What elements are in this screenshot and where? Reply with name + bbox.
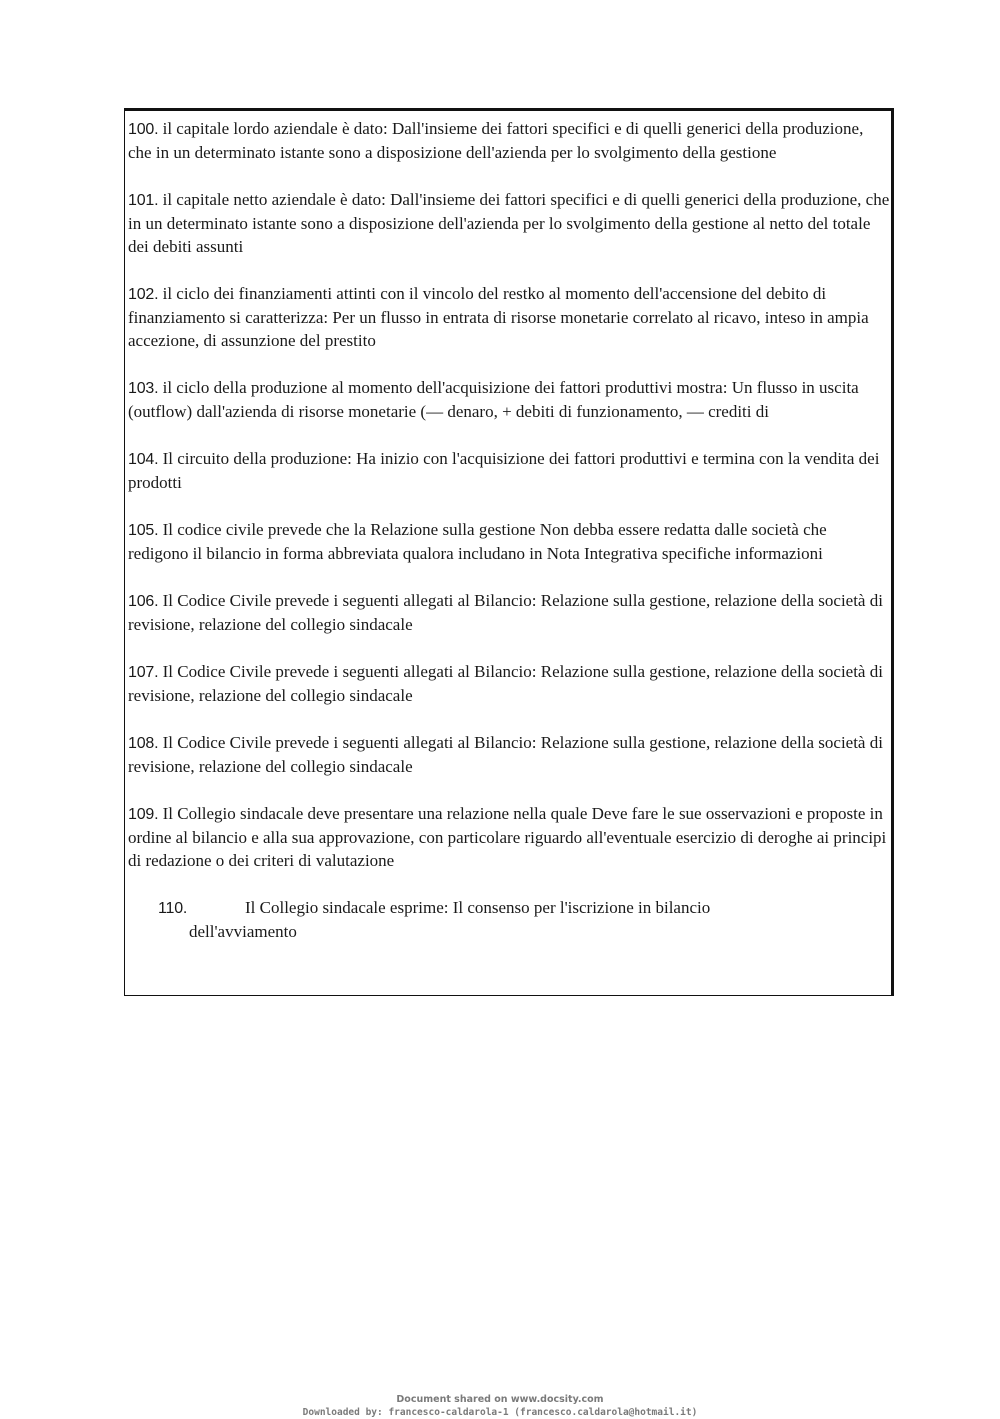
footer-shared-line: Document shared on www.docsity.com xyxy=(396,1394,604,1405)
item-number: 104. xyxy=(128,451,159,469)
item-number: 107. xyxy=(128,663,159,681)
list-item xyxy=(128,282,891,353)
item-text: Il Collegio sindacale deve presentare una relazione nella quale Deve fare le sue osservazioni e proposte in ordine al bilancio e alla sua approvazione, con particolare riguardo all'eventuale esercizio di deroghe ai principi di redazione o dei criteri di valutazione xyxy=(128,803,887,870)
list-item-last xyxy=(128,896,891,943)
list-item xyxy=(128,731,891,778)
item-text-continuation: dell'avviamento xyxy=(189,921,297,941)
item-text: il ciclo della produzione al momento dell'acquisizione dei fattori produttivi mostra: Un flusso in uscita (outflow) dall'azienda di risorse monetarie (— denaro, + debiti di funzionamento, — crediti di xyxy=(128,378,859,422)
question-list-box xyxy=(124,108,894,996)
item-text: il ciclo dei finanziamenti attinti con il vincolo del restko al momento dell'accensione del debito di finanziamento si caratterizza: Per un flusso in entrata di risorse monetarie correlato al ricavo, inteso in ampia accezione, di assunzione del prestito xyxy=(128,284,869,351)
item-text: il capitale lordo aziendale è dato: Dall'insieme dei fattori specifici e di quelli generici della produzione, che in un determinato istante sono a disposizione dell'azienda per lo svolgimento della gestione xyxy=(128,119,864,163)
item-number: 100. xyxy=(128,121,159,138)
item-number: 103. xyxy=(128,380,159,398)
item-text: Il Collegio sindacale esprime: Il consenso per l'iscrizione in bilancio xyxy=(245,897,711,917)
item-number: 109. xyxy=(128,805,159,823)
item-text: il capitale netto aziendale è dato: Dall'insieme dei fattori specifici e di quelli generici della produzione, che in un determinato istante sono a disposizione dell'azienda per lo svolgimento della gestione al netto del totale dei debiti assunti xyxy=(128,189,890,257)
item-number: 110. xyxy=(158,899,188,917)
item-text: Il codice civile prevede che la Relazione sulla gestione Non debba essere redatta dalle società che redigono il bilancio in forma abbreviata qualora includano in Nota Integrativa specifiche informazioni xyxy=(128,519,827,564)
footer-downloaded-line: Downloaded by: francesco-caldarola-1 (francesco.caldarola@hotmail.it) xyxy=(302,1407,698,1418)
list-item xyxy=(128,802,891,873)
list-item xyxy=(128,660,891,707)
item-text: Il Codice Civile prevede i seguenti allegati al Bilancio: Relazione sulla gestione, relazione della società di revisione, relazione del collegio sindacale xyxy=(128,661,883,705)
item-number: 105. xyxy=(128,521,159,539)
item-number: 102. xyxy=(128,286,159,304)
list-item xyxy=(128,589,891,636)
list-item xyxy=(128,518,891,565)
item-number: 106. xyxy=(128,592,159,610)
item-text: Il circuito della produzione: Ha inizio con l'acquisizione dei fattori produttivi e termina con la vendita dei prodotti xyxy=(128,449,880,493)
page-footer xyxy=(0,1393,1000,1419)
list-item xyxy=(128,376,891,423)
item-number: 101. xyxy=(128,191,159,209)
list-item xyxy=(128,117,891,164)
list-item xyxy=(128,188,891,259)
item-number: 108. xyxy=(128,734,159,752)
list-item xyxy=(128,447,891,494)
item-text: Il Codice Civile prevede i seguenti allegati al Bilancio: Relazione sulla gestione, relazione della società di revisione, relazione del collegio sindacale xyxy=(128,732,883,776)
item-text: Il Codice Civile prevede i seguenti allegati al Bilancio: Relazione sulla gestione, relazione della società di revisione, relazione del collegio sindacale xyxy=(128,590,883,635)
